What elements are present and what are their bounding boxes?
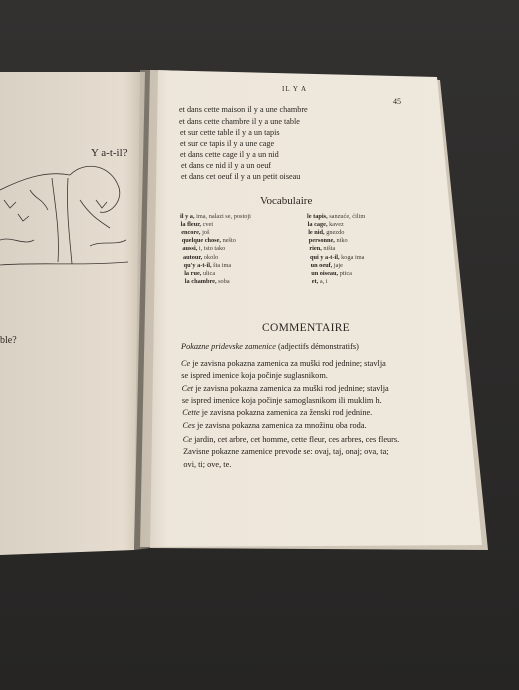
commentary-title: COMMENTAIRE (262, 322, 350, 334)
vocabulary-gloss: sanzuće, ćilim (329, 213, 366, 220)
vocabulary-term: un oeuf, (310, 261, 333, 269)
commentary-text: je zavisna pokazna zamenica za muški rod jednine; stavlja (193, 384, 389, 393)
vocabulary-gloss: niko (336, 237, 348, 245)
vocabulary-entry (181, 222, 213, 228)
vocabulary-term: le tapis, (307, 213, 328, 220)
vocabulary-term: la rue, (184, 269, 202, 277)
vocabulary-gloss: ima, nalazi se, postoji (196, 213, 251, 220)
vocabulary-gloss: okolo (203, 253, 219, 261)
commentary-text: se ispred imenice koja počinje suglasnikom. (181, 371, 328, 380)
commentary-text: je zavisna pokazna zamenica za muški rod jednine; stavlja (190, 359, 386, 368)
commentary-emphasis: Ce (181, 359, 191, 368)
commentary-line (183, 461, 231, 469)
vocabulary-term: et, (311, 277, 319, 285)
page-number: 45 (393, 97, 401, 106)
example-line: et dans ce nid il y a un oeuf (181, 161, 272, 170)
vocabulary-entry (307, 214, 365, 220)
example-line: et sur ce tapis il y a une cage (180, 139, 275, 148)
vocabulary-gloss: još (202, 229, 210, 237)
commentary-line (181, 372, 328, 380)
vocabulary-entry (310, 255, 364, 261)
vocabulary-gloss: kavez (329, 221, 344, 229)
vocabulary-gloss: koga ima (341, 253, 365, 261)
vocabulary-term: un oiseau, (311, 269, 339, 277)
vocabulary-entry (308, 222, 344, 228)
vocabulary-term: il y a, (180, 213, 195, 220)
vocabulary-term: quelque chose, (181, 237, 221, 245)
commentary-text: Zavisne pokazne zamenice prevode se: ovaj, taj, onaj; ova, ta; (183, 447, 389, 456)
vocabulary-term: aussi, (182, 245, 198, 253)
vocabulary-entry (184, 271, 215, 277)
example-line: et dans cet oeuf il y a un petit oiseau (181, 172, 301, 181)
commentary-line (182, 397, 382, 405)
vocabulary-term: la chambre, (184, 277, 217, 285)
commentary-emphasis: Ce (182, 435, 193, 444)
vocabulary-gloss: jaje (333, 261, 343, 269)
vocabulary-gloss: cvet (202, 221, 214, 229)
vocabulary-term: qui y a-t-il, (310, 253, 340, 261)
vocabulary-entry (308, 230, 344, 236)
commentary-text: jardin, cet arbre, cet homme, cette fleur, ces arbres, ces fleurs. (192, 435, 400, 444)
vocabulary-gloss: gnezdo (326, 229, 345, 237)
vocabulary-entry (311, 271, 352, 277)
example-line: et dans cette cage il y a un nid (180, 150, 279, 159)
vocabulary-entry (184, 263, 232, 269)
vocabulary-gloss: šta ima (213, 261, 232, 269)
vocabulary-term: la cage, (307, 221, 328, 229)
vocabulary-entry (312, 279, 328, 285)
vocabulary-term: personne, (308, 237, 335, 245)
vocabulary-gloss: a, i (319, 277, 328, 285)
vocabulary-entry (309, 246, 335, 252)
example-line: et sur cette table il y a un tapis (180, 128, 280, 137)
example-line: et dans cette chambre il y a une table (179, 117, 300, 126)
running-head: IL Y A (282, 85, 308, 93)
vocabulary-term: rien, (309, 245, 322, 253)
vocabulary-term: encore, (181, 229, 201, 237)
vocabulary-entry (181, 230, 209, 236)
vocabulary-entry (309, 238, 348, 244)
commentary-line (183, 422, 367, 430)
commentary-line (182, 385, 389, 393)
vocabulary-entry (183, 255, 218, 261)
commentary-text: ovi, ti; ove, te. (183, 460, 232, 469)
commentary-emphasis: Cet (181, 384, 194, 393)
vocabulary-gloss: ptica (339, 269, 352, 277)
left-page-heading: Y a-t-il? (91, 147, 128, 159)
commentary-line (182, 409, 372, 417)
vocabulary-gloss: ništa (323, 245, 336, 253)
commentary-line (183, 448, 389, 456)
commentary-emphasis: Cette (182, 408, 200, 417)
example-line: et dans cette maison il y a une chambre (179, 105, 308, 114)
vocabulary-term: qu'y a-t-il, (183, 261, 212, 269)
commentary-text: se ispred imenice koja počinje samoglasnikom ili muklim h. (181, 396, 382, 405)
vocabulary-gloss: i, isto tako (198, 245, 226, 253)
vocabulary-gloss: ulica (202, 269, 216, 277)
vocabulary-gloss: nešto (222, 237, 236, 245)
commentary-text: je zavisna pokazna zamenica za ženski rod jednine. (199, 408, 373, 417)
vocabulary-term: la fleur, (180, 221, 201, 229)
commentary-text: je zavisna pokazna zamenica za množinu oba roda. (194, 421, 367, 430)
commentary-subtitle: Pokazne pridevske zamenice (adjectifs démonstratifs) (181, 342, 359, 351)
commentary-line (181, 360, 386, 368)
vocabulary-entry (185, 279, 230, 285)
vocabulary-entry (180, 214, 251, 220)
vocabulary-title: Vocabulaire (260, 195, 313, 207)
vocabulary-entry (182, 246, 225, 252)
commentary-emphasis: Ces (182, 421, 195, 430)
vocabulary-entry (182, 238, 236, 244)
vocabulary-entry (311, 263, 343, 269)
left-page-fragment: ble? (0, 335, 17, 346)
left-page (0, 72, 145, 555)
vocabulary-term: autour, (183, 253, 203, 261)
commentary-line (183, 436, 399, 444)
vocabulary-gloss: soba (218, 277, 230, 285)
vocabulary-term: le nid, (308, 229, 325, 237)
